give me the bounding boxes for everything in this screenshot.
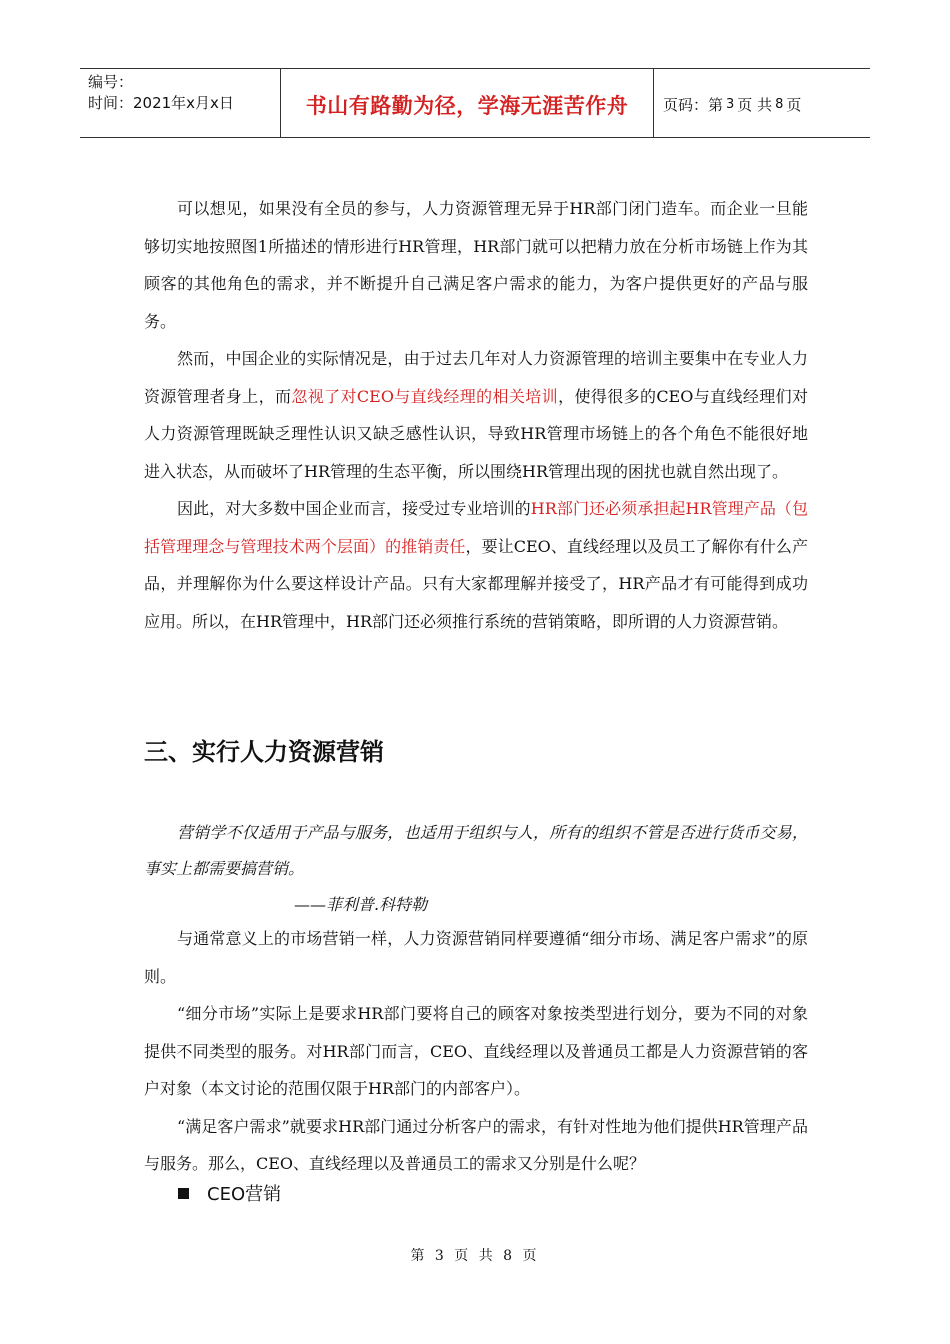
square-bullet-icon: [178, 1188, 189, 1199]
header-meta: [80, 69, 281, 137]
body-text-1: [144, 190, 808, 640]
highlight-text: 忽视了对CEO与直线经理的相关培训: [291, 386, 559, 406]
quote-block: [144, 815, 808, 923]
page-footer: 第 3 页 共 8 页: [410, 1248, 540, 1264]
paragraph-3: 因此，对大多数中国企业而言，接受过专业培训的HR部门还必须承担起HR管理产品（包括管理理念与管理技术两个层面）的推销责任，要让CEO、直线经理以及员工了解你有什么产品，并理解你为什么要这样设计产品。只有大家都理解并接受了，HR产品才有可能得到成功应用。所以，在HR管理中，HR部门还必须推行系统的营销策略，即所谓的人力资源营销。: [144, 499, 808, 631]
page-current: 3: [726, 97, 735, 112]
quote-author: ——菲利普.科特勒: [294, 895, 428, 914]
page-header: [80, 68, 870, 138]
header-motto: 书山有路勤为径，学海无涯苦作舟: [281, 69, 654, 137]
body-text-2: [144, 920, 808, 1183]
page-prefix: 页码：第: [663, 96, 724, 114]
time-label: 时间：2021年x月x日: [88, 94, 234, 112]
paragraph-4: 与通常意义上的市场营销一样，人力资源营销同样要遵循“细分市场、满足客户需求”的原则。: [144, 929, 808, 986]
page-total: 8: [775, 97, 784, 112]
quote-text: 营销学不仅适用于产品与服务，也适用于组织与人，所有的组织不管是否进行货币交易，事实上都需要搞营销。: [144, 823, 808, 878]
highlight-text: HR部门还必须承担起HR管理产品（包括管理理念与管理技术两个层面）的推销责任: [144, 499, 808, 556]
section-title: 三、实行人力资源营销: [144, 738, 384, 766]
page-suffix: 页: [786, 96, 802, 114]
paragraph-5: “细分市场”实际上是要求HR部门要将自己的顾客对象按类型进行划分，要为不同的对象提供不同类型的服务。对HR部门而言，CEO、直线经理以及普通员工都是人力资源营销的客户对象（本文讨论的范围仅限于HR部门的内部客户）。: [144, 1004, 808, 1098]
bullet-label: CEO营销: [207, 1184, 282, 1205]
paragraph-6: “满足客户需求”就要求HR部门通过分析客户的需求，有针对性地为他们提供HR管理产品与服务。那么，CEO、直线经理以及普通员工的需求又分别是什么呢？: [144, 1116, 808, 1173]
paragraph-1: 可以想见，如果没有全员的参与，人力资源管理无异于HR部门闭门造车。而企业一旦能够切实地按照图1所描述的情形进行HR管理，HR部门就可以把精力放在分析市场链上作为其顾客的其他角色的需求，并不断提升自己满足客户需求的能力，为客户提供更好的产品与服务。: [144, 199, 808, 331]
paragraph-2: 然而，中国企业的实际情况是，由于过去几年对人力资源管理的培训主要集中在专业人力资源管理者身上，而忽视了对CEO与直线经理的相关培训，使得很多的CEO与直线经理们对人力资源管理既缺乏理性认识又缺乏感性认识，导致HR管理市场链上的各个角色不能很好地进入状态，从而破坏了HR管理的生态平衡，所以围绕HR管理出现的困扰也就自然出现了。: [144, 349, 808, 481]
bullet-item: [178, 1180, 281, 1206]
number-label: 编号：: [88, 73, 134, 91]
header-page-info: [654, 69, 870, 137]
page-mid: 页 共: [737, 96, 773, 114]
